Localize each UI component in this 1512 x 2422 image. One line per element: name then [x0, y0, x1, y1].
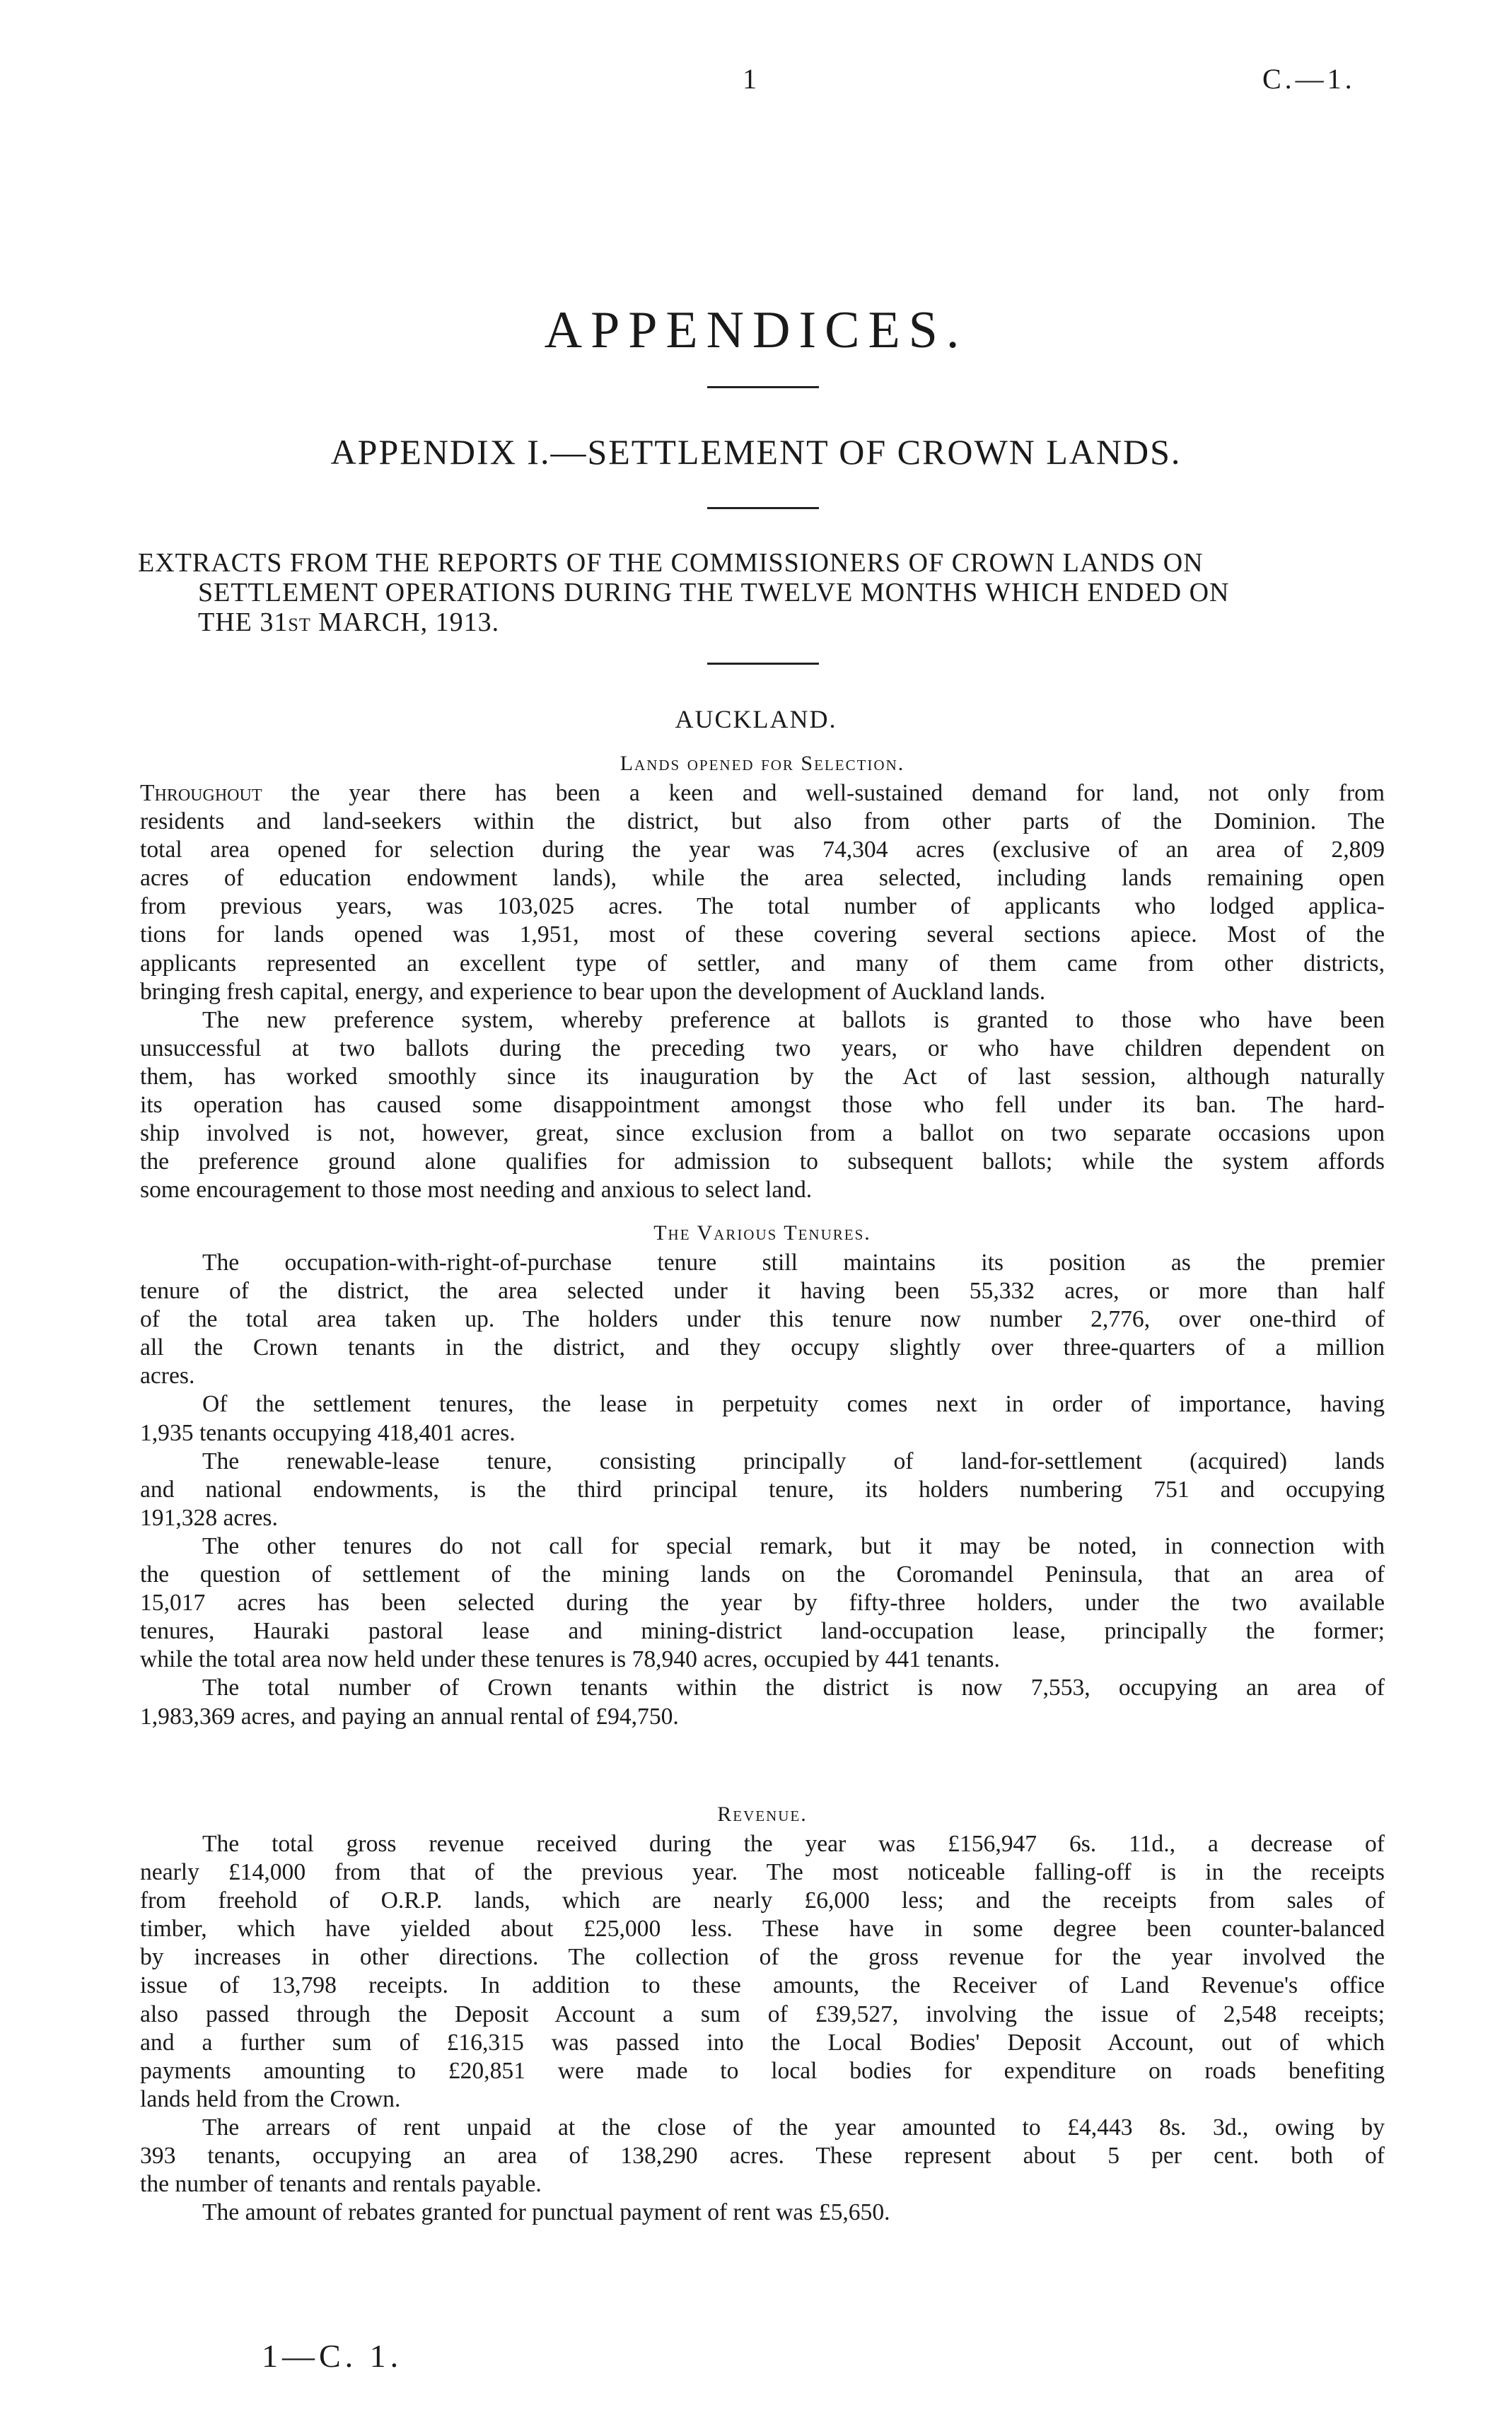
text-line: acres of education endowment lands), while the area selected, including lands remaining open — [140, 865, 1385, 892]
text-line: applicants represented an excellent type of settler, and many of them came from other districts, — [140, 950, 1385, 977]
text-line: nearly £14,000 from that of the previous year. The most noticeable falling-off is in the receipts — [140, 1859, 1385, 1886]
section-heading-revenue: Revenue. — [717, 1803, 808, 1826]
main-title: APPENDICES. — [544, 301, 968, 359]
text-line: tenures, Hauraki pastoral lease and mining-district land-occupation lease, principally the former; — [140, 1618, 1385, 1645]
title-rule — [707, 386, 819, 388]
text-line: 191,328 acres. — [140, 1504, 278, 1531]
paragraph — [140, 1448, 1385, 1532]
text-line: The amount of rebates granted for punctual payment of rent was £5,650. — [202, 2199, 890, 2226]
text-line: ship involved is not, however, great, since exclusion from a ballot on two separate occasions upon — [140, 1120, 1385, 1147]
text-line: The occupation-with-right-of-purchase tenure still maintains its position as the premier — [202, 1250, 1385, 1276]
text-line: the question of settlement of the mining lands on the Coromandel Peninsula, that an area of — [140, 1561, 1385, 1588]
text-line: issue of 13,798 receipts. In addition to these amounts, the Receiver of Land Revenue's office — [140, 1972, 1385, 1999]
paragraph — [140, 1532, 1385, 1674]
text-line: unsuccessful at two ballots during the preceding two years, or who have children dependent on — [140, 1035, 1385, 1061]
text-line: while the total area now held under these tenures is 78,940 acres, occupied by 441 tenants. — [140, 1646, 1000, 1673]
text-line: 1,935 tenants occupying 418,401 acres. — [140, 1419, 516, 1446]
text-line: The new preference system, whereby preference at ballots is granted to those who have been — [202, 1006, 1385, 1033]
paragraph — [140, 2114, 1385, 2199]
text-line: acres. — [140, 1363, 195, 1390]
section-heading-lands-opened: Lands opened for Selection. — [620, 752, 905, 775]
text-line: all the Crown tenants in the district, and they occupy slightly over three-quarters of a million — [140, 1334, 1385, 1361]
paragraph — [140, 1006, 1385, 1205]
text-line: 1,983,369 acres, and paying an annual rental of £94,750. — [140, 1703, 679, 1730]
series-reference: C.—1. — [1262, 63, 1356, 95]
extracts-rule — [707, 663, 819, 665]
text-line: from previous years, was 103,025 acres. The total number of applicants who lodged applica- — [140, 893, 1385, 920]
paragraph — [140, 1249, 1385, 1390]
text-line: timber, which have yielded about £25,000 less. These have in some degree been counter-balanced — [140, 1916, 1385, 1943]
region-heading: AUCKLAND. — [675, 705, 837, 733]
footer-signature: 1—C. 1. — [262, 2338, 403, 2374]
text-line: total area opened for selection during the year was 74,304 acres (exclusive of an area of 2,809 — [140, 837, 1385, 863]
paragraph — [140, 2199, 1385, 2227]
text-line: and a further sum of £16,315 was passed into the Local Bodies' Deposit Account, out of which — [140, 2029, 1385, 2056]
text-line: by increases in other directions. The collection of the gross revenue for the year involved the — [140, 1944, 1385, 1971]
text-line: them, has worked smoothly since its inauguration by the Act of last session, although naturally — [140, 1063, 1385, 1090]
text-line: its operation has caused some disappointment amongst those who fell under its ban. The hard- — [140, 1092, 1385, 1119]
section-heading-tenures: The Various Tenures. — [653, 1221, 871, 1245]
paragraph — [140, 1830, 1385, 2114]
extracts-line-3: THE 31ST MARCH, 1913. — [198, 607, 500, 637]
text-line: The other tenures do not call for special remark, but it may be noted, in connection with — [202, 1532, 1385, 1559]
text-line: tions for lands opened was 1,951, most of these covering several sections apiece. Most of the — [140, 921, 1385, 948]
text-line: payments amounting to £20,851 were made to local bodies for expenditure on roads benefiting — [140, 2057, 1385, 2084]
text-line: from freehold of O.R.P. lands, which are nearly £6,000 less; and the receipts from sales of — [140, 1887, 1385, 1914]
extracts-heading — [138, 548, 1390, 640]
paragraph — [140, 779, 1385, 1006]
text-line: Of the settlement tenures, the lease in perpetuity comes next in order of importance, having — [202, 1391, 1385, 1418]
text-line: The total gross revenue received during the year was £156,947 6s. 11d., a decrease of — [202, 1831, 1385, 1857]
page-number: 1 — [743, 63, 757, 95]
text-line: some encouragement to those most needing and anxious to select land. — [140, 1177, 813, 1204]
text-line: the number of tenants and rentals payable. — [140, 2171, 542, 2198]
paragraph — [140, 1674, 1385, 1730]
text-line: The renewable-lease tenure, consisting principally of land-for-settlement (acquired) lands — [202, 1448, 1385, 1474]
extracts-line-1: EXTRACTS FROM THE REPORTS OF THE COMMISSIONERS OF CROWN LANDS ON — [138, 548, 1204, 578]
text-line: of the total area taken up. The holders under this tenure now number 2,776, over one-third of — [140, 1306, 1385, 1333]
text-line: also passed through the Deposit Account a sum of £39,527, involving the issue of 2,548 receipts; — [140, 2001, 1385, 2027]
text-line: the preference ground alone qualifies for admission to subsequent ballots; while the system affords — [140, 1148, 1385, 1175]
text-line: The total number of Crown tenants within the district is now 7,553, occupying an area of — [202, 1675, 1385, 1701]
paragraph — [140, 1390, 1385, 1447]
appendix-title: APPENDIX I.—SETTLEMENT OF CROWN LANDS. — [330, 432, 1182, 472]
text-line: bringing fresh capital, energy, and experience to bear upon the development of Auckland lands. — [140, 978, 1046, 1005]
text-line: tenure of the district, the area selected under it having been 55,332 acres, or more than half — [140, 1278, 1385, 1305]
appendix-rule — [707, 507, 819, 509]
text-line: and national endowments, is the third principal tenure, its holders numbering 751 and occupying — [140, 1476, 1385, 1503]
text-line: 393 tenants, occupying an area of 138,290 acres. These represent about 5 per cent. both of — [140, 2143, 1385, 2170]
text-line: residents and land-seekers within the district, but also from other parts of the Dominion. The — [140, 808, 1385, 835]
section-lands-opened — [140, 748, 1385, 1204]
text-line: lands held from the Crown. — [140, 2085, 401, 2112]
lead-word: Throughout — [140, 780, 262, 806]
section-revenue — [140, 1799, 1385, 2227]
text-line: The arrears of rent unpaid at the close of the year amounted to £4,443 8s. 3d., owing by — [202, 2114, 1385, 2141]
section-tenures — [140, 1218, 1385, 1731]
text-line: 15,017 acres has been selected during the year by fifty-three holders, under the two available — [140, 1590, 1385, 1617]
text-line: Throughout the year there has been a keen and well-sustained demand for land, not only from — [140, 780, 1385, 806]
extracts-line-2: SETTLEMENT OPERATIONS DURING THE TWELVE MONTHS WHICH ENDED ON — [198, 578, 1230, 607]
